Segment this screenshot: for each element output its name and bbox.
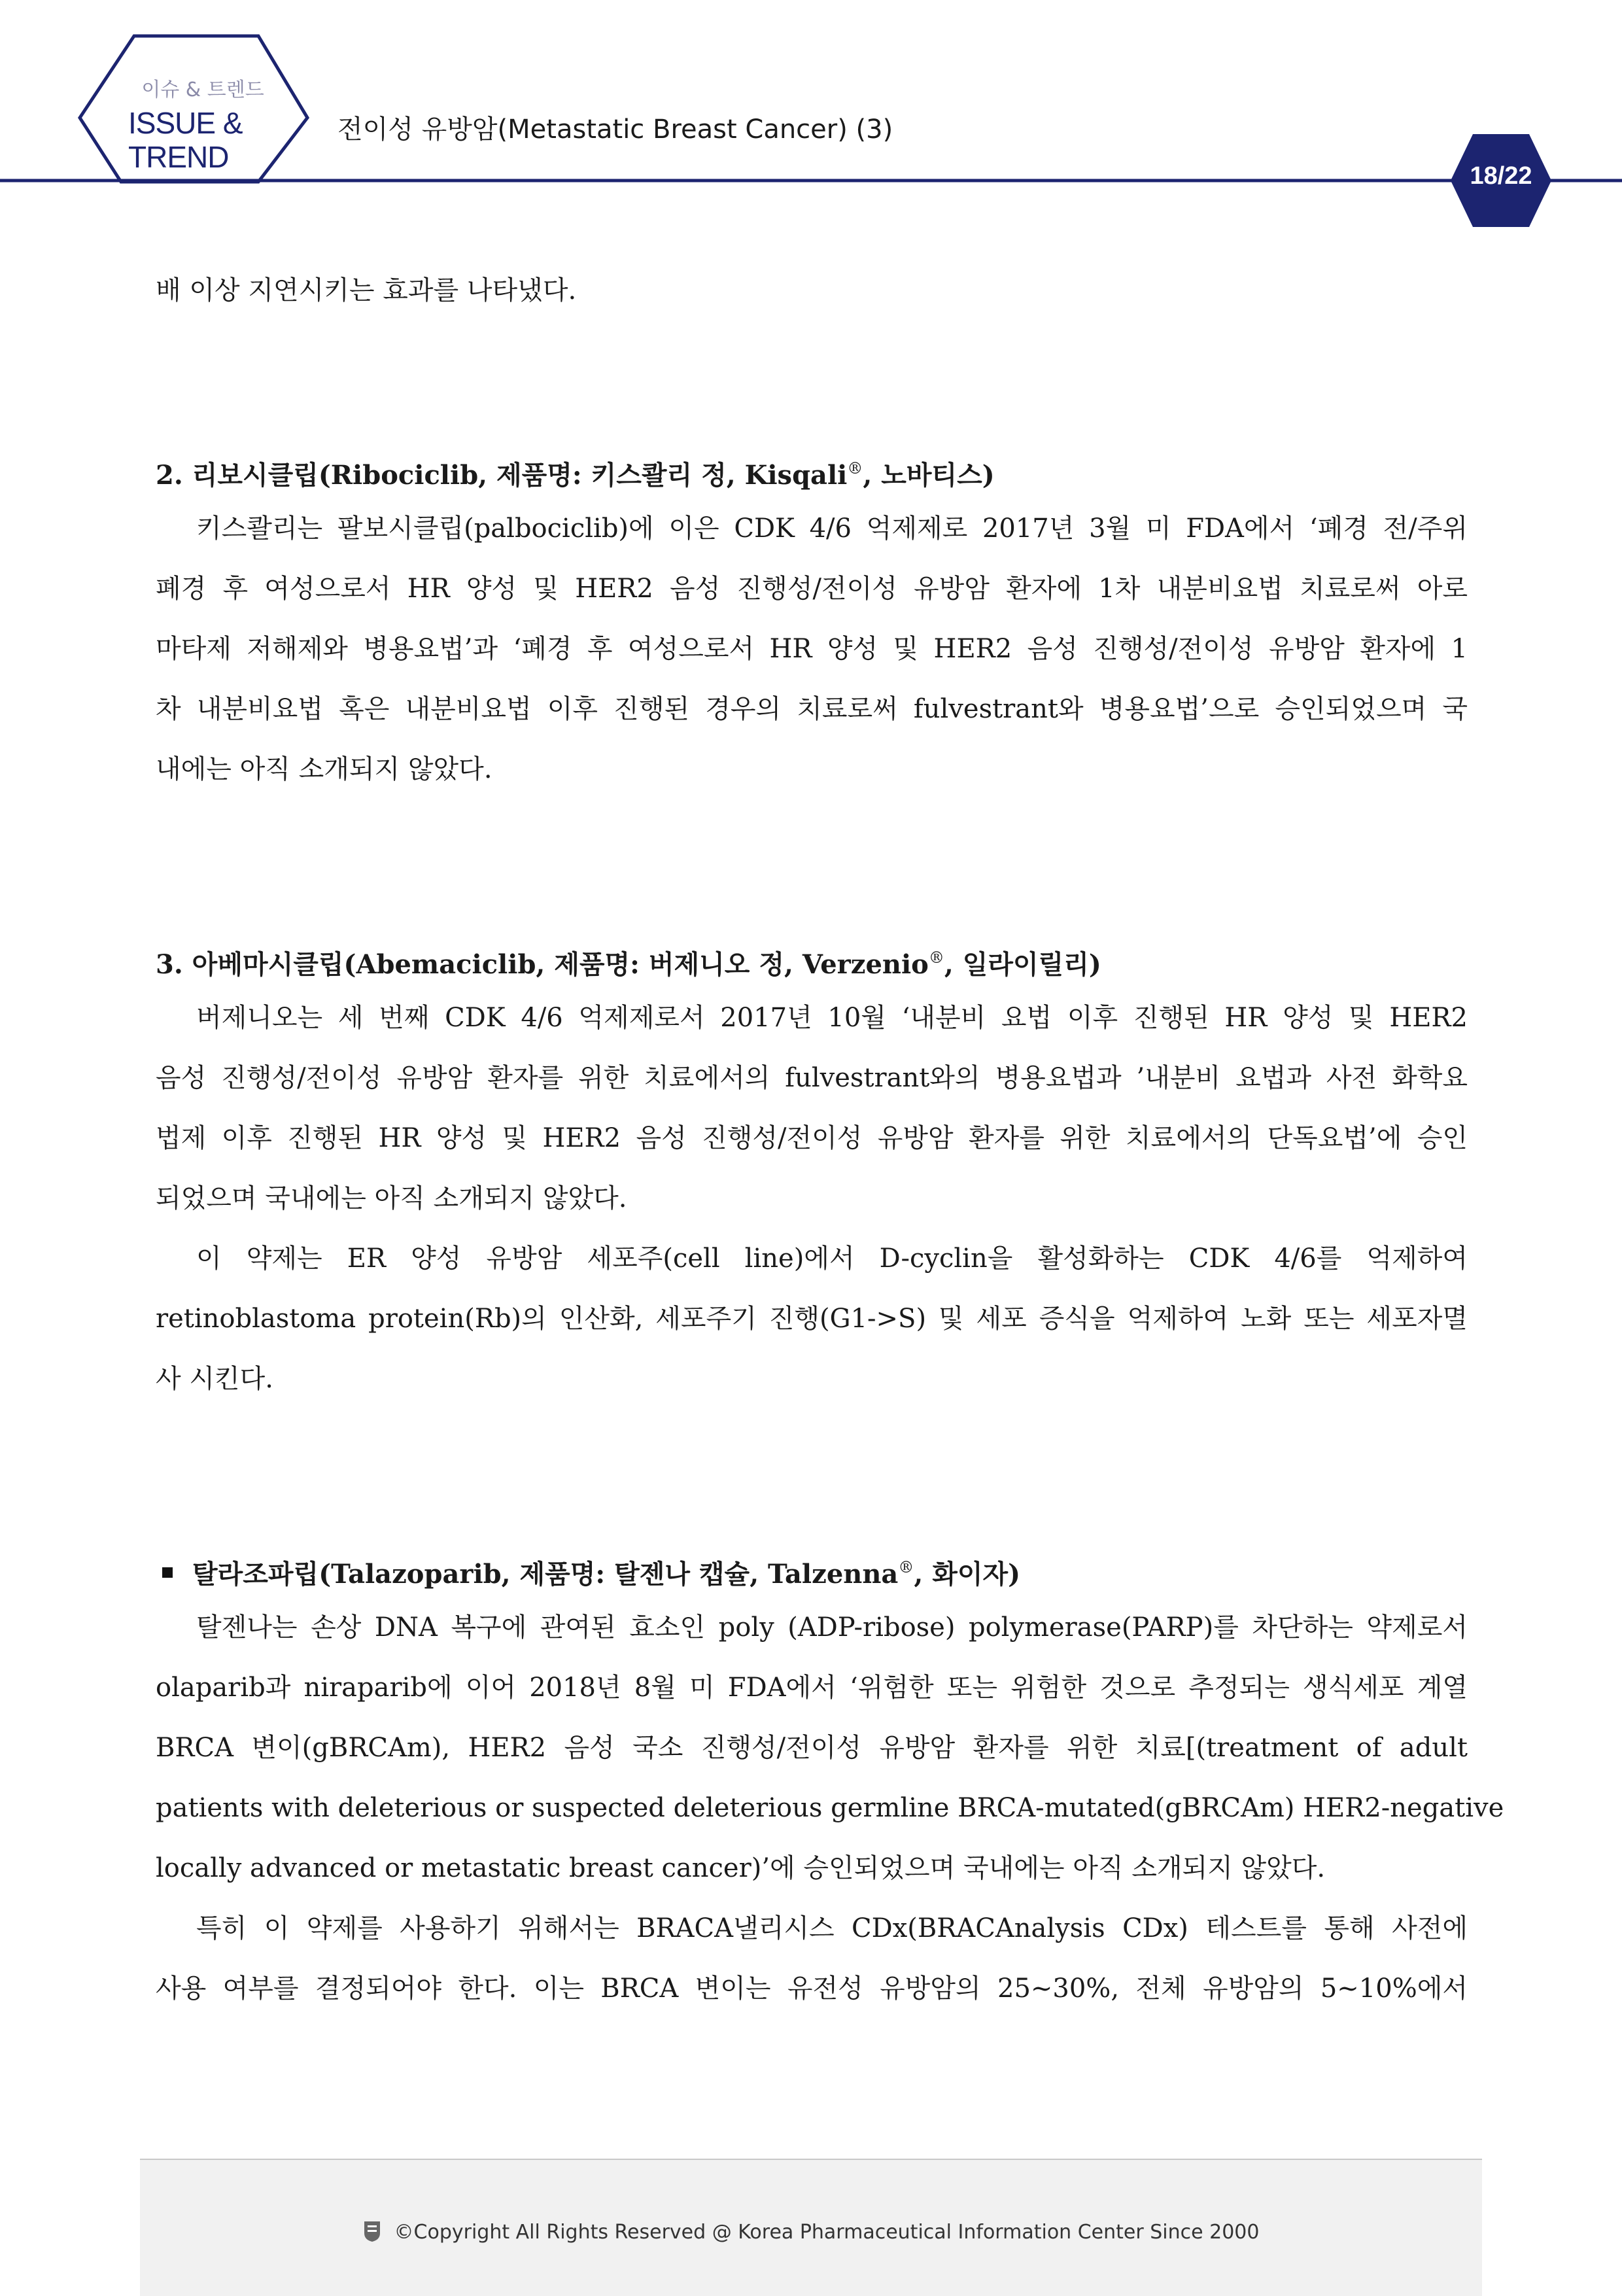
registered-mark: ® — [928, 948, 944, 967]
paragraph-line: 키스콸리는 팔보시클립(palbociclib)에 이은 CDK 4/6 억제제로 2017년 3월 미 FDA에서 ‘폐경 전/주위 — [196, 513, 1468, 544]
paragraph-ribociclib — [156, 498, 1468, 799]
page-number: 18/22 — [1470, 162, 1532, 190]
registered-mark: ® — [847, 459, 863, 478]
paragraph-line: 법제 이후 진행된 HR 양성 및 HER2 음성 진행성/전이성 유방암 환자를 위한 치료에서의 단독요법’에 승인 — [156, 1123, 1468, 1153]
heading-text: 2. 리보시클립(Ribociclib, 제품명: 키스콸리 정, Kisqali — [156, 460, 848, 491]
paragraph-line: 마타제 저해제와 병용요법’과 ‘폐경 후 여성으로서 HR 양성 및 HER2 음성 진행성/전이성 유방암 환자에 1 — [156, 634, 1468, 664]
copyright-text: ©Copyright All Rights Reserved @ Korea Pharmaceutical Information Center Since 2000 — [394, 2221, 1260, 2244]
kpic-emblem-icon — [363, 2220, 381, 2242]
paragraph-abemaciclib-1 — [156, 988, 1468, 1228]
paragraph-line: 탈젠나는 손상 DNA 복구에 관여된 효소인 poly (ADP-ribose) polymerase(PARP)를 차단하는 약제로서 — [196, 1612, 1468, 1643]
paragraph-line: BRCA 변이(gBRCAm), HER2 음성 국소 진행성/전이성 유방암 환자를 위한 치료[(treatment of adult — [156, 1733, 1468, 1763]
document-body — [156, 260, 1504, 2019]
paragraph-line: 사용 여부를 결정되어야 한다. 이는 BRCA 변이는 유전성 유방암의 25~30%, 전체 유방암의 5~10%에서 — [156, 1974, 1468, 2004]
heading-text: 탈라조파립(Talazoparib, 제품명: 탈젠나 캡슐, Talzenna — [192, 1559, 899, 1590]
copyright-notice — [140, 2220, 1482, 2244]
logo-line-1: ISSUE & — [128, 106, 243, 140]
paragraph-line: 이 약제는 ER 양성 유방암 세포주(cell line)에서 D-cyclin을 활성화하는 CDK 4/6를 억제하여 — [196, 1244, 1468, 1274]
heading-text-end: , 노바티스) — [863, 460, 995, 491]
document-title: 전이성 유방암(Metastatic Breast Cancer) (3) — [337, 114, 893, 145]
heading-text: 3. 아베마시클립(Abemaciclib, 제품명: 버제니오 정, Verzenio — [156, 949, 929, 980]
section-heading-abemaciclib — [156, 928, 1468, 988]
paragraph-line: 버제니오는 세 번째 CDK 4/6 억제제로서 2017년 10월 ‘내분비 요법 이후 진행된 HR 양성 및 HER2 — [196, 1003, 1468, 1033]
section-heading-ribociclib — [156, 438, 1468, 498]
paragraph-line: 되었으며 국내에는 아직 소개되지 않았다. — [156, 1183, 627, 1213]
logo-english-text — [128, 106, 243, 174]
paragraph-line: locally advanced or metastatic breast cancer)’에 승인되었으며 국내에는 아직 소개되지 않았다. — [156, 1853, 1326, 1883]
square-bullet-icon — [162, 1567, 173, 1578]
heading-text-end: , 일라이릴리) — [944, 949, 1101, 980]
paragraph-line: 음성 진행성/전이성 유방암 환자를 위한 치료에서의 fulvestrant와의 병용요법과 ’내분비 요법과 사전 화학요 — [156, 1063, 1468, 1093]
paragraph-line: 차 내분비요법 혹은 내분비요법 이후 진행된 경우의 치료로써 fulvestrant와 병용요법’으로 승인되었으며 국 — [156, 694, 1468, 724]
registered-mark: ® — [898, 1558, 914, 1576]
paragraph-line: patients with deleterious or suspected deleterious germline BRCA-mutated(gBRCAm) HER2-negative — [156, 1793, 1504, 1823]
paragraph-talazoparib-1 — [156, 1597, 1504, 1898]
logo-korean-text: 이슈 & 트렌드 — [141, 78, 264, 101]
page-footer — [140, 2159, 1482, 2296]
intro-line: 배 이상 지연시키는 효과를 나타냈다. — [156, 275, 577, 305]
paragraph-abemaciclib-2 — [156, 1228, 1468, 1409]
paragraph-talazoparib-2 — [156, 1898, 1468, 2019]
paragraph-line: 특히 이 약제를 사용하기 위해서는 BRACA낼리시스 CDx(BRACAnalysis CDx) 테스트를 통해 사전에 — [196, 1913, 1468, 1943]
heading-text-end: , 화이자) — [914, 1559, 1021, 1590]
paragraph-line: 사 시킨다. — [156, 1364, 273, 1394]
paragraph-line: retinoblastoma protein(Rb)의 인산화, 세포주기 진행(G1->S) 및 세포 증식을 억제하여 노화 또는 세포자멸 — [156, 1304, 1468, 1334]
logo-line-2: TREND — [128, 140, 229, 174]
paragraph-line: 내에는 아직 소개되지 않았다. — [156, 754, 492, 784]
paragraph-line: olaparib과 niraparib에 이어 2018년 8월 미 FDA에서 ‘위험한 또는 위험한 것으로 추정되는 생식세포 계열 — [156, 1673, 1468, 1703]
page-header — [0, 0, 1622, 235]
section-heading-talazoparib — [162, 1537, 1468, 1597]
paragraph-line: 폐경 후 여성으로서 HR 양성 및 HER2 음성 진행성/전이성 유방암 환자에 1차 내분비요법 치료로써 아로 — [156, 574, 1468, 604]
